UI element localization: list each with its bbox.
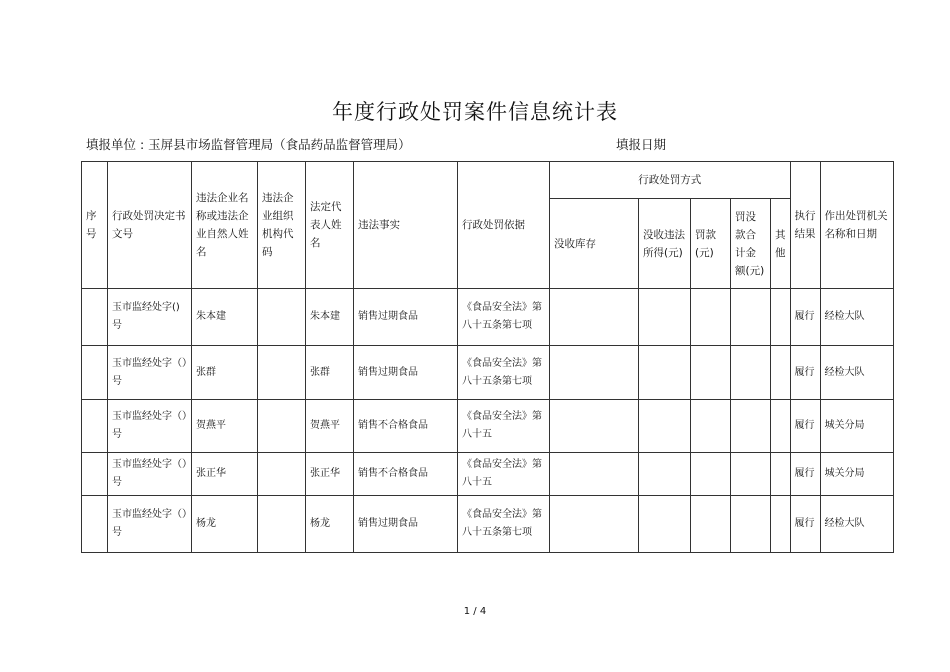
header-other: 其他 xyxy=(771,199,791,289)
table-row xyxy=(82,496,894,553)
cell-basis: 《食品安全法》第八十五 xyxy=(458,453,550,496)
cell-facts: 销售不合格食品 xyxy=(354,453,458,496)
cell-result: 履行 xyxy=(790,496,820,553)
cell-facts: 销售过期食品 xyxy=(354,346,458,400)
cell-legal-rep: 张群 xyxy=(306,346,354,400)
header-confiscate-stock: 没收库存 xyxy=(550,199,639,289)
header-confiscate-gain: 没收违法所得(元) xyxy=(639,199,691,289)
cell-legal-rep: 朱本建 xyxy=(306,289,354,346)
table-row xyxy=(82,400,894,453)
fill-date: 填报日期 xyxy=(616,137,667,152)
header-facts: 违法事实 xyxy=(354,162,458,289)
cell-legal-rep: 杨龙 xyxy=(306,496,354,553)
cell-result: 履行 xyxy=(790,400,820,453)
table-row xyxy=(82,346,894,400)
cell-decision-no: 玉市监经处字（）号 xyxy=(108,453,192,496)
cell-result: 履行 xyxy=(790,453,820,496)
cell-name: 张群 xyxy=(192,346,258,400)
cell-basis: 《食品安全法》第八十五条第七项 xyxy=(458,346,550,400)
cell-facts: 销售不合格食品 xyxy=(354,400,458,453)
cell-legal-rep: 张正华 xyxy=(306,453,354,496)
cell-name: 贺燕平 xyxy=(192,400,258,453)
header-method-group: 行政处罚方式 xyxy=(550,162,791,199)
header-legal-rep: 法定代表人姓名 xyxy=(306,162,354,289)
cell-authority: 经检大队 xyxy=(820,346,893,400)
header-result: 执行结果 xyxy=(790,162,820,289)
cell-name: 张正华 xyxy=(192,453,258,496)
cell-result: 履行 xyxy=(790,346,820,400)
header-org-code: 违法企业组织机构代码 xyxy=(258,162,306,289)
header-name: 违法企业名称或违法企业自然人姓名 xyxy=(192,162,258,289)
cell-legal-rep: 贺燕平 xyxy=(306,400,354,453)
cell-decision-no: 玉市监经处字()号 xyxy=(108,289,192,346)
header-total: 罚没款合计金额(元) xyxy=(731,199,771,289)
cell-authority: 经检大队 xyxy=(820,496,893,553)
header-authority: 作出处罚机关名称和日期 xyxy=(820,162,893,289)
table-row xyxy=(82,289,894,346)
cell-facts: 销售过期食品 xyxy=(354,496,458,553)
header-seq: 序号 xyxy=(82,162,108,289)
cell-decision-no: 玉市监经处字（）号 xyxy=(108,496,192,553)
penalty-table xyxy=(81,161,894,553)
cell-decision-no: 玉市监经处字（）号 xyxy=(108,400,192,453)
cell-authority: 经检大队 xyxy=(820,289,893,346)
cell-authority: 城关分局 xyxy=(820,453,893,496)
page-indicator: 1 / 4 xyxy=(463,606,487,617)
header-fine: 罚款(元) xyxy=(691,199,731,289)
document-title: 年度行政处罚案件信息统计表 xyxy=(332,100,618,124)
header-basis: 行政处罚依据 xyxy=(458,162,550,289)
fill-unit: 填报单位 : 玉屏县市场监督管理局（食品药品监督管理局） xyxy=(86,137,411,152)
cell-name: 朱本建 xyxy=(192,289,258,346)
cell-basis: 《食品安全法》第八十五条第七项 xyxy=(458,496,550,553)
cell-basis: 《食品安全法》第八十五条第七项 xyxy=(458,289,550,346)
table-row xyxy=(82,453,894,496)
cell-name: 杨龙 xyxy=(192,496,258,553)
cell-facts: 销售过期食品 xyxy=(354,289,458,346)
cell-authority: 城关分局 xyxy=(820,400,893,453)
cell-basis: 《食品安全法》第八十五 xyxy=(458,400,550,453)
cell-result: 履行 xyxy=(790,289,820,346)
cell-decision-no: 玉市监经处字（）号 xyxy=(108,346,192,400)
header-decision-no: 行政处罚决定书文号 xyxy=(108,162,192,289)
